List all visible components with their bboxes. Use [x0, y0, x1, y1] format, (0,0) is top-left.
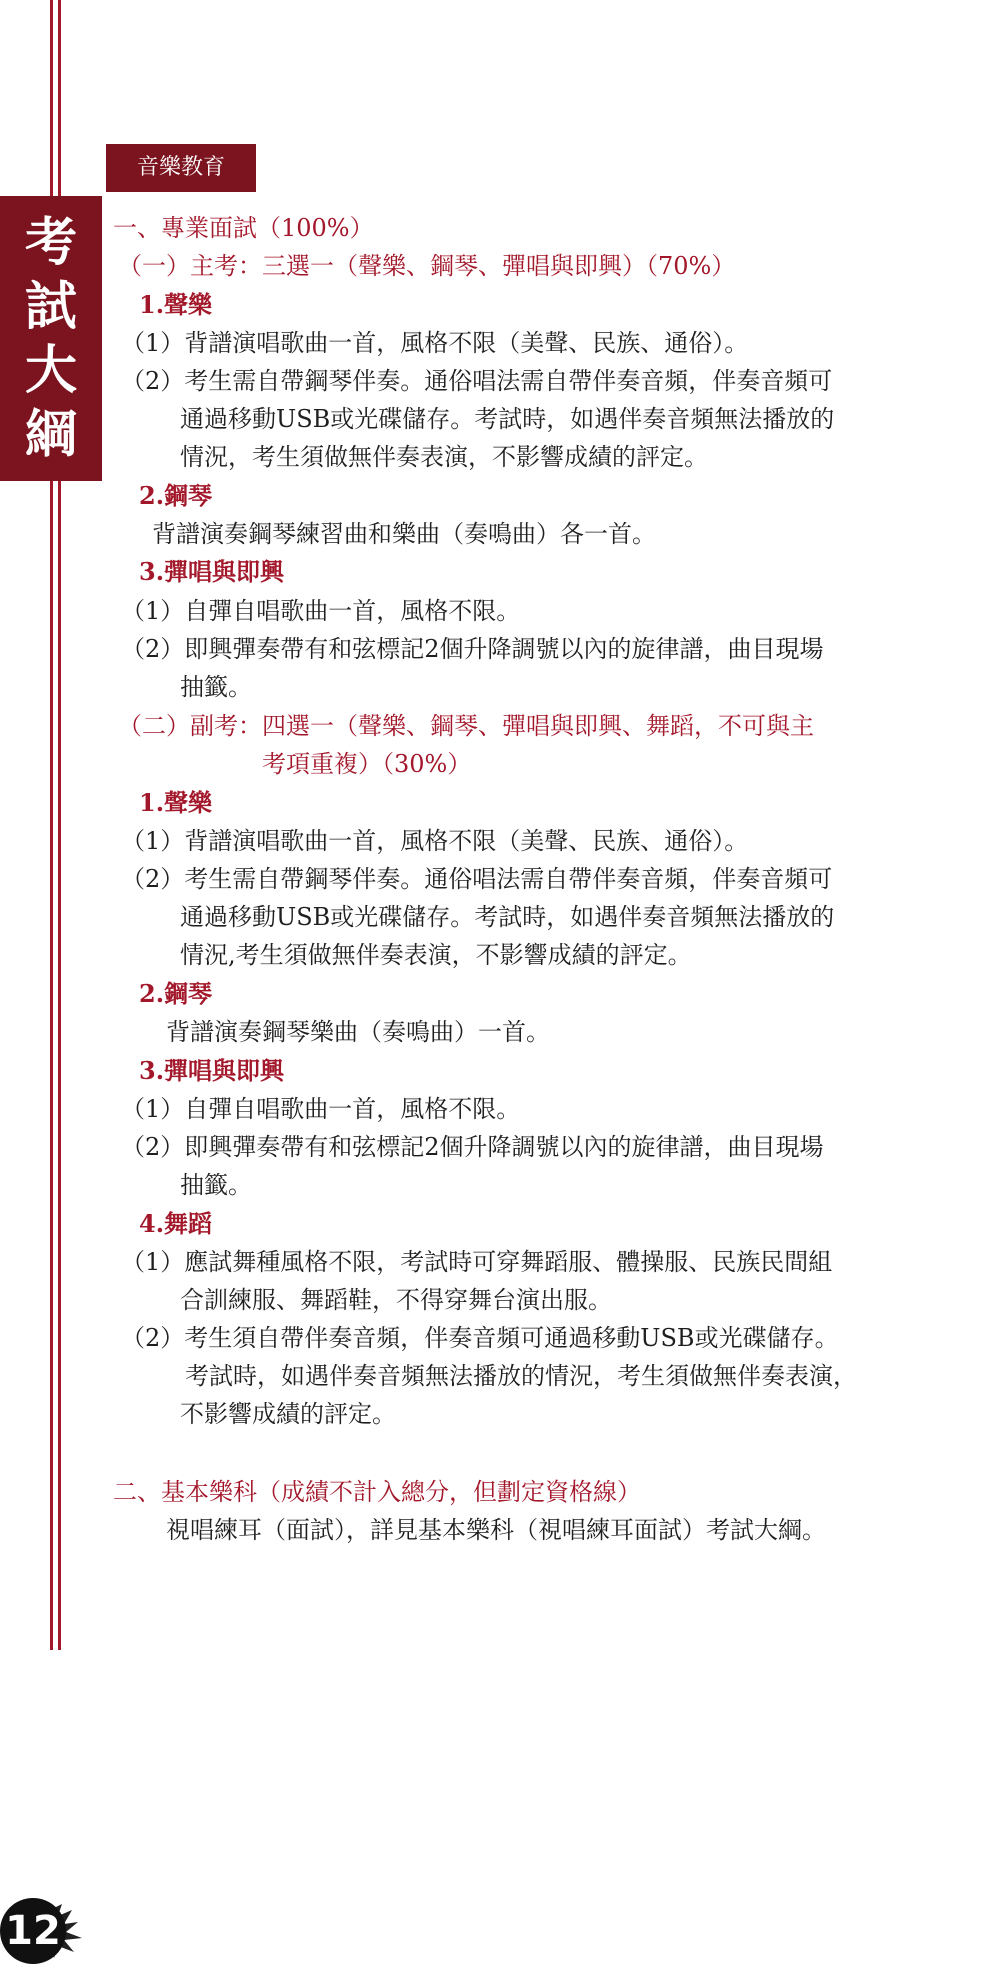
text-line: （1）自彈自唱歌曲一首，風格不限。 — [121, 597, 521, 625]
subheading-secondary-exam: （二）副考：四選一（聲樂、鋼琴、彈唱與即興、舞蹈，不可與主 — [118, 712, 814, 740]
subheading-secondary-exam-cont: 考項重複）（30%） — [262, 750, 472, 778]
section-tag-music-education: 音樂教育 — [106, 144, 256, 192]
text-line: （1）背譜演唱歌曲一首，風格不限（美聲、民族、通俗）。 — [121, 329, 749, 357]
text-line: （2）即興彈奏帶有和弦標記2個升降調號以內的旋律譜，曲目現場 — [121, 1133, 824, 1161]
text-line: 考試時，如遇伴奏音頻無法播放的情況，考生須做無伴奏表演， — [185, 1362, 857, 1390]
text-line: 通過移動USB或光碟儲存。考試時，如遇伴奏音頻無法播放的 — [180, 405, 835, 433]
item-heading-vocal: 1.聲樂 — [139, 788, 213, 817]
heading-professional-interview: 一、專業面試（100%） — [113, 214, 374, 242]
item-heading-dance: 4.舞蹈 — [139, 1209, 213, 1238]
text-line: 通過移動USB或光碟儲存。考試時，如遇伴奏音頻無法播放的 — [180, 903, 835, 931]
text-line: （1）背譜演唱歌曲一首，風格不限（美聲、民族、通俗）。 — [121, 827, 749, 855]
side-tab-char: 綱 — [24, 403, 77, 465]
side-tab-exam-outline — [0, 196, 102, 481]
item-heading-sing-improv: 3.彈唱與即興 — [139, 1056, 285, 1085]
text-line: 抽籤。 — [180, 1171, 252, 1199]
text-line: 抽籤。 — [180, 673, 252, 701]
text-line: （1）自彈自唱歌曲一首，風格不限。 — [121, 1095, 521, 1123]
item-heading-sing-improv: 3.彈唱與即興 — [139, 557, 285, 586]
text-line: 不影響成績的評定。 — [180, 1400, 396, 1428]
text-line: （2）即興彈奏帶有和弦標記2個升降調號以內的旋律譜，曲目現場 — [121, 635, 824, 663]
text-line: （2）考生需自帶鋼琴伴奏。通俗唱法需自帶伴奏音頻，伴奏音頻可 — [121, 865, 833, 893]
text-line: 背譜演奏鋼琴樂曲（奏鳴曲）一首。 — [166, 1018, 550, 1046]
text-line: （2）考生需自帶鋼琴伴奏。通俗唱法需自帶伴奏音頻，伴奏音頻可 — [121, 367, 833, 395]
text-line: 視唱練耳（面試），詳見基本樂科（視唱練耳面試）考試大綱。 — [166, 1516, 826, 1544]
text-line: 情況,考生須做無伴奏表演，不影響成績的評定。 — [180, 941, 692, 969]
side-tab-char: 大 — [24, 339, 77, 401]
side-tab-char: 考 — [24, 211, 77, 273]
text-line: 情況，考生須做無伴奏表演，不影響成績的評定。 — [180, 443, 708, 471]
text-line: 合訓練服、舞蹈鞋，不得穿舞台演出服。 — [180, 1286, 612, 1314]
text-line: 背譜演奏鋼琴練習曲和樂曲（奏鳴曲）各一首。 — [152, 520, 656, 548]
text-line: （1）應試舞種風格不限，考試時可穿舞蹈服、體操服、民族民間組 — [121, 1248, 833, 1276]
side-tab-char: 試 — [24, 275, 77, 337]
subheading-main-exam: （一）主考：三選一（聲樂、鋼琴、彈唱與即興）（70%） — [118, 252, 736, 280]
page-number: 12 — [0, 1898, 66, 1964]
item-heading-piano: 2.鋼琴 — [139, 481, 213, 510]
item-heading-piano: 2.鋼琴 — [139, 979, 213, 1008]
item-heading-vocal: 1.聲樂 — [139, 290, 213, 319]
text-line: （2）考生須自帶伴奏音頻，伴奏音頻可通過移動USB或光碟儲存。 — [121, 1324, 839, 1352]
heading-basic-music-subjects: 二、基本樂科（成績不計入總分，但劃定資格線） — [113, 1478, 641, 1506]
